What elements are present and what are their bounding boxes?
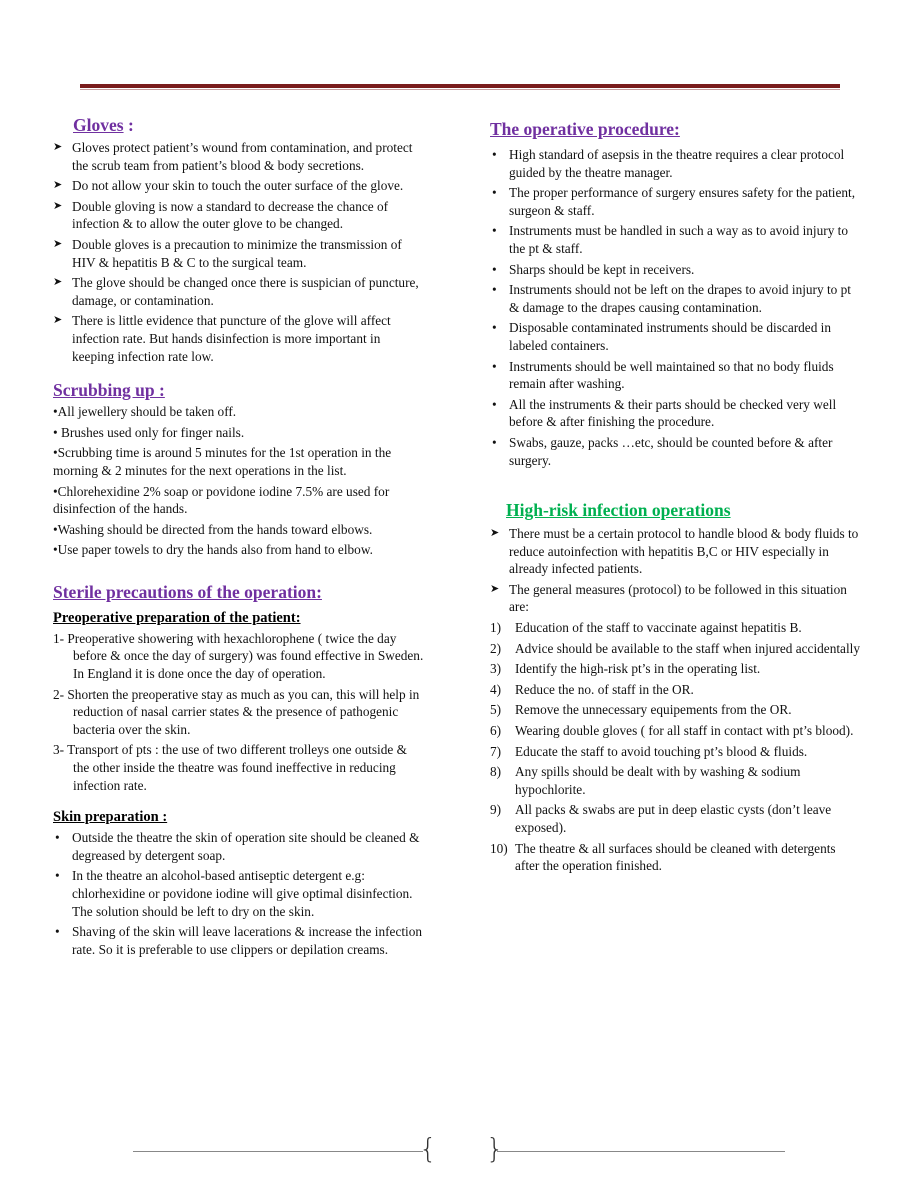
list-item: ➤ The general measures (protocol) to be followed in this situation are: [490, 581, 847, 615]
highrisk-intro-list [490, 525, 862, 616]
dot-bullet-icon: • [492, 185, 497, 201]
list-item: • Instruments should not be left on the drapes to avoid injury to pt & damage to the drapes causing contamination. [492, 282, 851, 315]
dot-bullet-icon: • [492, 320, 497, 336]
list-item: ➤ Do not allow your skin to touch the outer surface of the glove. [53, 178, 404, 194]
list-item: 2) Advice should be available to the staff when injured accidentally [490, 640, 860, 656]
list-item: • Brushes used only for finger nails. [53, 424, 245, 440]
dot-bullet-icon: • [492, 282, 497, 298]
dot-bullet-icon: • [55, 868, 60, 884]
list-item: • Outside the theatre the skin of operation site should be cleaned & degreased by detergent soap. [55, 830, 420, 863]
gloves-heading [53, 114, 425, 136]
skin-list [53, 829, 425, 958]
list-item: 4) Reduce the no. of staff in the OR. [490, 681, 694, 697]
arrow-bullet-icon: ➤ [53, 276, 63, 289]
dot-bullet-icon: • [492, 147, 497, 162]
list-item: •Scrubbing time is around 5 minutes for the 1st operation in the morning & 2 minutes for the next operations in the list. [53, 445, 392, 478]
list-item: 3) Identify the high-risk pt’s in the operating list. [490, 661, 761, 677]
list-item: 1- Preoperative showering with hexachlorophene ( twice the day before & once the day of surgery) was found effective in Sweden. In England it is done once the day of operation. [53, 630, 424, 682]
list-item: • Swabs, gauze, packs …etc, should be counted before & after surgery. [492, 434, 833, 468]
list-item: • Instruments should be well maintained so that no body fluids remain after washing. [492, 358, 834, 392]
highrisk-title: High-risk infection operations [506, 500, 731, 521]
highrisk-heading [490, 499, 862, 521]
list-item: ➤ There is little evidence that puncture of the glove will affect infection rate. But hands disinfection is more important in keeping infection rate low. [53, 313, 391, 364]
operative-title: The operative procedure: [490, 119, 680, 139]
list-item: • High standard of asepsis in the theatre requires a clear protocol guided by the theatre manager. [492, 147, 845, 180]
list-item: •Washing should be directed from the hands toward elbows. [53, 521, 373, 537]
arrow-bullet-icon: ➤ [53, 179, 63, 192]
list-item: • Sharps should be kept in receivers. [492, 261, 695, 277]
list-item: 3- Transport of pts : the use of two different trolleys one outside & the other inside the theatre was found ineffective in reducing infection rate. [53, 742, 407, 793]
gloves-list [53, 139, 425, 365]
sterile-title: Sterile precautions of the operation: [53, 581, 322, 602]
arrow-bullet-icon: ➤ [53, 314, 63, 327]
skin-heading [53, 808, 425, 827]
list-item: • The proper performance of surgery ensures safety for the patient, surgeon & staff. [492, 185, 856, 218]
dot-bullet-icon: • [492, 396, 497, 412]
list-item: •All jewellery should be taken off. [53, 404, 237, 420]
arrow-bullet-icon: ➤ [53, 237, 63, 250]
list-item: ➤ There must be a certain protocol to handle blood & body fluids to reduce autoinfection with hepatitis B,C or HIV especially in already infected patients. [490, 526, 859, 577]
scrubbing-heading [53, 379, 425, 401]
gloves-colon: : [123, 115, 134, 135]
list-item: • Disposable contaminated instruments should be discarded in labeled containers. [492, 320, 832, 353]
footer-brace-right: } [486, 1132, 504, 1165]
list-item: 2- Shorten the preoperative stay as much as you can, this will help in reduction of nasal carrier states & the presence of pathogenic bacteria over the skin. [53, 686, 420, 737]
dot-bullet-icon: • [492, 223, 497, 239]
list-item: 7) Educate the staff to avoid touching pt’s blood & fluids. [490, 743, 808, 759]
list-item: • Instruments must be handled in such a way as to avoid injury to the pt & staff. [492, 223, 849, 256]
arrow-bullet-icon: ➤ [53, 141, 63, 153]
arrow-bullet-icon: ➤ [490, 527, 500, 540]
list-item: 6) Wearing double gloves ( for all staff in contact with pt’s blood). [490, 723, 854, 739]
footer-rule-right [497, 1151, 785, 1152]
list-item: 8) Any spills should be dealt with by washing & sodium hypochlorite. [490, 764, 801, 797]
scrubbing-title: Scrubbing up : [53, 380, 165, 401]
preop-heading [53, 609, 425, 628]
arrow-bullet-icon: ➤ [53, 199, 63, 212]
left-column [53, 114, 425, 961]
scrubbing-list [53, 403, 425, 559]
operative-heading [490, 118, 862, 140]
list-item: ➤ Double gloving is now a standard to decrease the chance of infection & to allow the outer glove to be changed. [53, 198, 389, 232]
list-item: ➤ Gloves protect patient’s wound from contamination, and protect the scrub team from patient’s blood & body secretions. [53, 140, 413, 173]
sterile-heading [53, 581, 425, 603]
list-item: •Use paper towels to dry the hands also from hand to elbow. [53, 542, 373, 558]
operative-list [490, 146, 862, 469]
dot-bullet-icon: • [55, 924, 60, 940]
list-item: • All the instruments & their parts should be checked very well before & after finishing the procedure. [492, 396, 837, 430]
list-item: 1) Education of the staff to vaccinate against hepatitis B. [490, 620, 802, 636]
list-item: 10) The theatre & all surfaces should be cleaned with detergents after the operation finished. [490, 840, 836, 874]
highrisk-measures-list [490, 619, 862, 875]
dot-bullet-icon: • [55, 830, 60, 846]
header-rule [80, 84, 840, 88]
footer-rule-left [133, 1151, 423, 1152]
list-item: ➤ The glove should be changed once there is suspician of puncture, damage, or contamination. [53, 275, 419, 308]
preop-list [53, 630, 425, 794]
dot-bullet-icon: • [492, 261, 497, 277]
right-column [490, 118, 862, 878]
dot-bullet-icon: • [492, 434, 497, 450]
gloves-title: Gloves [73, 115, 124, 135]
skin-title: Skin preparation : [53, 809, 168, 826]
arrow-bullet-icon: ➤ [490, 582, 500, 595]
list-item: ➤ Double gloves is a precaution to minimize the transmission of HIV & hepatitis B & C to the surgical team. [53, 236, 402, 270]
list-item: •Chlorehexidine 2% soap or povidone iodine 7.5% are used for disinfection of the hands. [53, 483, 390, 517]
list-item: • In the theatre an alcohol-based antiseptic detergent e.g: chlorhexidine or povidone iodine will give optimal disinfection. The solution should be left to dry on the skin. [55, 868, 413, 919]
list-item: • Shaving of the skin will leave lacerations & increase the infection rate. So it is preferable to use clippers or depilation creams. [55, 924, 423, 957]
footer-brace-left: { [419, 1132, 437, 1165]
list-item: 9) All packs & swabs are put in deep elastic cysts (don’t leave exposed). [490, 802, 832, 835]
list-item: 5) Remove the unnecessary equipements from the OR. [490, 702, 792, 718]
preop-title: Preoperative preparation of the patient: [53, 609, 301, 626]
dot-bullet-icon: • [492, 358, 497, 374]
